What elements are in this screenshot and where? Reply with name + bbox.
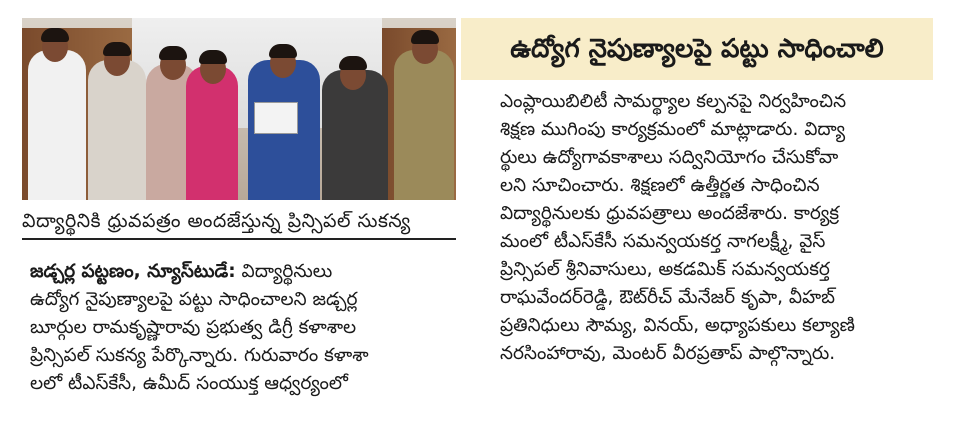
headline: ఉద్యోగ నైపుణ్యాలపై పట్టు సాధించాలి	[510, 34, 884, 64]
article-left-column	[30, 258, 455, 398]
photo-person-4	[186, 66, 238, 200]
article-line: ఎంప్లాయిబిలిటీ సామర్థ్యాల కల్పనపై నిర్వహించిన	[500, 91, 847, 112]
photo-hair-4	[199, 50, 227, 64]
dateline: జడ్చర్ల పట్టణం, న్యూస్‌టుడే:	[30, 261, 236, 282]
photo-person-2	[88, 60, 146, 200]
article-line: మంలో టీఎస్‌కేసీ సమన్వయకర్త నాగలక్ష్మీ, వైస్	[500, 231, 826, 252]
article-line: రాఘవేందర్‌రెడ్డి, ఔట్‌రీచ్ మేనేజర్ కృపా, వీహబ్	[500, 287, 836, 308]
photo-certificate	[254, 102, 298, 134]
photo-person-1	[28, 50, 86, 200]
article-line: శిక్షణ ముగింపు కార్యక్రమంలో మాట్లాడారు. విద్యా	[500, 119, 846, 140]
article-line: లలో టీఎస్‌కేసీ, ఉమీద్ సంయుక్త ఆధ్వర్యంలో	[30, 373, 348, 394]
photo-person-7	[394, 50, 454, 200]
article-right-column	[500, 88, 940, 368]
article-line: నరసింహారావు, మెంటర్ వీరప్రతాప్ పాల్గొన్నారు.	[500, 343, 836, 364]
article-line: ప్రిన్సిపల్ శ్రీనివాసులు, అకడమిక్ సమన్వయకర్త	[500, 259, 830, 280]
photo-hair-3	[159, 46, 187, 60]
article-line: లని సూచించారు. శిక్షణలో ఉత్తీర్ణత సాధించిన	[500, 175, 820, 196]
article-line: ఉద్యోగ నైపుణ్యాలపై పట్టు సాధించాలని జడ్చర్ల	[30, 289, 358, 310]
article-line: ర్థులు ఉద్యోగావకాశాలు సద్వినియోగం చేసుకోవా	[500, 147, 839, 168]
article-line: ప్రిన్సిపల్ సుకన్య పేర్కొన్నారు. గురువారం కళాశా	[30, 345, 369, 366]
news-photo	[22, 18, 456, 200]
photo-hair-7	[411, 30, 439, 44]
article-line-text: విద్యార్థినులు	[241, 261, 333, 282]
photo-hair-5	[269, 44, 297, 58]
photo-hair-6	[339, 56, 367, 70]
article-line: బూర్గుల రామకృష్ణారావు ప్రభుత్వ డిగ్రీ కళాశాల	[30, 317, 357, 338]
article-line	[30, 258, 455, 286]
article-line: ప్రతినిధులు సౌమ్య, వినయ్, అధ్యాపకులు కల్యాణి	[500, 315, 855, 336]
article-line: విద్యార్థినులకు ధ్రువపత్రాలు అందజేశారు. కార్యక్ర	[500, 203, 840, 224]
photo-caption: విద్యార్థినికి ధ్రువపత్రం అందజేస్తున్న ప్రిన్సిపల్ సుకన్య	[22, 204, 456, 240]
photo-hair-2	[103, 42, 131, 56]
photo-hair-1	[41, 28, 69, 42]
